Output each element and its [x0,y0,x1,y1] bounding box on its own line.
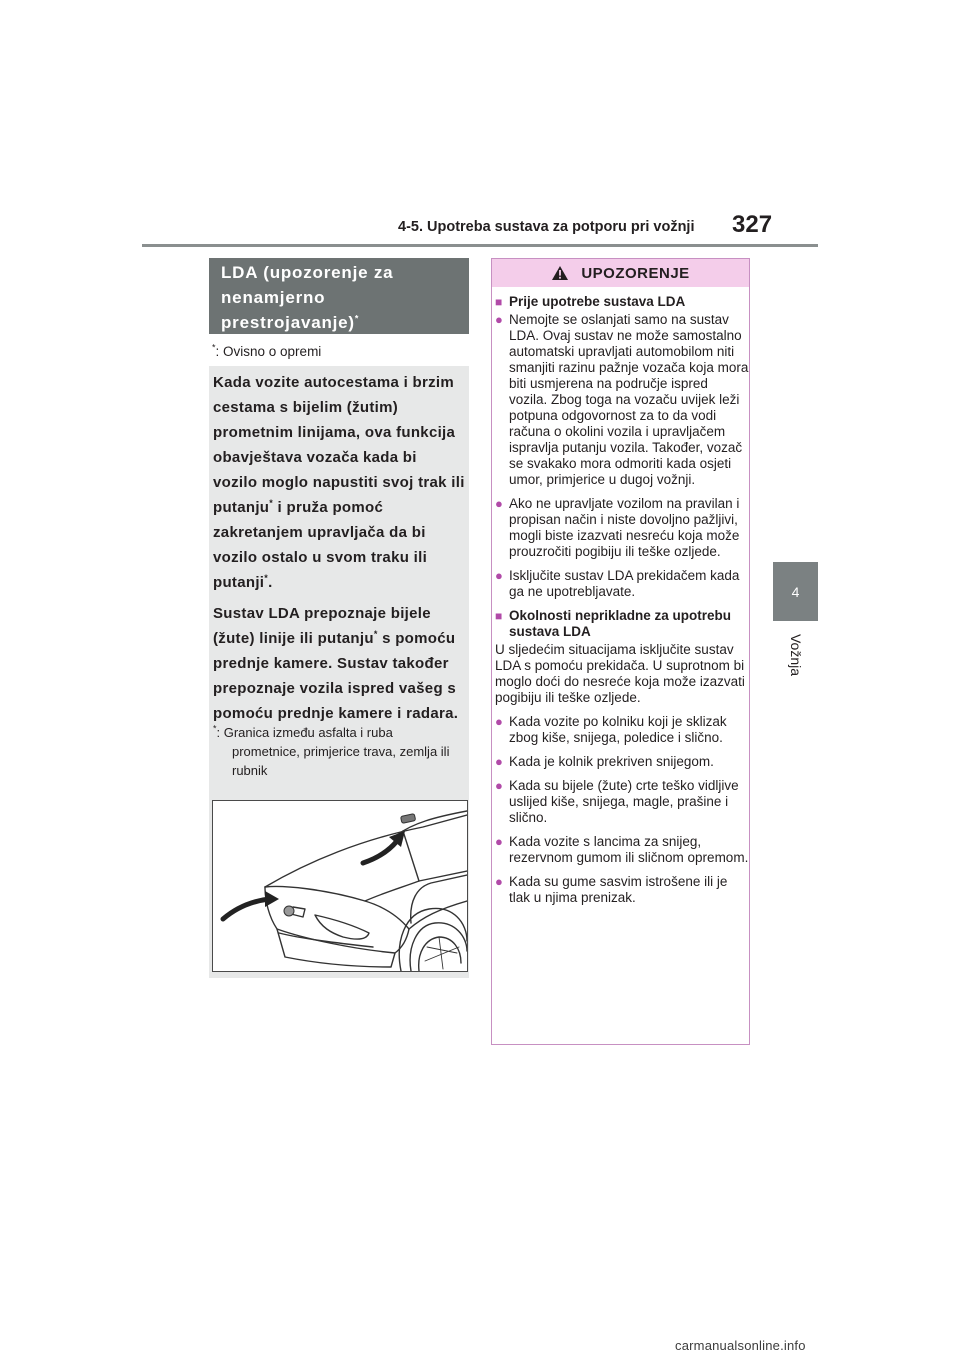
round-bullet-icon: ● [495,568,503,583]
intro-2b: s pomoću prednje kamere. Sustav također prepoznaje vozila ispred vašeg s pomoću prednje kamere i radara. [213,630,459,722]
title-asterisk: * [354,313,360,324]
description-panel [209,366,469,978]
intro-text [213,370,465,726]
round-bullet-icon: ● [495,496,503,511]
footnote-rest: prometnice, primjerice trava, zemlja ili rubnik [232,744,450,778]
warning-bullet-text: Isključite sustav LDA prekidačem kada ga ne upotrebljavate. [509,568,740,599]
square-bullet-icon: ■ [495,609,503,623]
warning-subheading-1 [495,294,749,310]
header-divider [142,244,818,247]
intro-2a: Sustav LDA prepoznaje bijele (žute) linije ili putanju [213,605,431,647]
warning-triangle-icon [551,265,569,281]
round-bullet-icon: ● [495,874,503,889]
warning-subheading-2 [495,608,749,640]
round-bullet-icon: ● [495,714,503,729]
chapter-number: 4 [791,583,800,600]
intro-1c: . [268,574,273,591]
warning-bullet-text: Ako ne upravljate vozilom na pravilan i propisan način i niste dovoljno pažljivi, mogli biste izazvati nesreću koja može prouzročiti pogibiju ili teške ozljede. [509,496,740,559]
warning-bullet [495,754,749,770]
availability-asterisk: * [212,342,216,353]
warning-bullet [495,714,749,746]
warning-bullet-text: Kada su bijele (žute) crte teško vidljive uslijed kiše, snijega, magle, prašine i slično. [509,778,739,825]
car-front-camera-radar-illustration [213,801,467,971]
availability-note [212,344,321,359]
round-bullet-icon: ● [495,754,503,769]
warning-bullet [495,312,749,488]
warning-bullet-text: Kada vozite po kolniku koji je sklizak zbog kiše, snijega, poledice i slično. [509,714,727,745]
intro-paragraph-2 [213,601,465,726]
intro-1-asterisk-b: * [264,573,269,583]
round-bullet-icon: ● [495,312,503,327]
intro-1-asterisk-a: * [269,498,274,508]
page-number: 327 [732,211,773,238]
round-bullet-icon: ● [495,834,503,849]
footnote-head: : Granica između asfalta i ruba [216,725,393,740]
chapter-label [782,632,810,678]
car-illustration [212,800,468,972]
warning-bullet [495,568,749,600]
intro-1a: Kada vozite autocestama i brzim cestama s bijelim (žutim) prometnim linijama, ova funkcija obavještava vozača kada bi vozilo moglo napustiti svoj trak ili putanju [213,374,465,516]
warning-subheading-1-text: Prije upotrebe sustava LDA [509,294,686,309]
square-bullet-icon: ■ [495,295,503,309]
warning-bullet [495,834,749,866]
chapter-label-text: Vožnja [788,633,804,677]
warning-bullet [495,874,749,906]
intro-paragraph-1 [213,370,465,595]
section-title: LDA (upozorenje za nenamjerno prestrojavanje) [221,263,394,332]
site-watermark: carmanualsonline.info [675,1338,806,1353]
warning-title: UPOZORENJE [581,264,690,282]
warning-bullet-text: Kada su gume sasvim istrošene ili je tlak u njima prenizak. [509,874,728,905]
warning-subheading-2-text: Okolnosti neprikladne za upotrebu sustava LDA [509,608,732,639]
warning-bullet-text: Kada vozite s lancima za snijeg, rezervnom gumom ili sličnom opremom. [509,834,749,865]
warning-box [491,258,750,1045]
section-title-box [209,258,469,334]
warning-bullet [495,778,749,826]
footnote-asterisk: * [213,723,217,734]
round-bullet-icon: ● [495,778,503,793]
section-heading: 4-5. Upotreba sustava za potporu pri vožnji [398,219,695,235]
warning-paragraph: U sljedećim situacijama isključite sustav LDA s pomoću prekidača. U suprotnom bi moglo doći do nesreće koja može izazvati pogibiju ili teške ozljede. [495,642,745,705]
warning-bullet-text: Nemojte se oslanjati samo na sustav LDA. Ovaj sustav ne može samostalno automatski upravljati automobilom niti smanjiti razinu pažnje vozača koja mora biti usmjerena na područje ispred vozila. Zbog toga na vozaču uvijek leži potpuna odgovornost za to da vodi računa o okolini vozila i upravljačem ispravlja putanju vozila. Također, vozač se svakako mora odmoriti kada osjeti umor, primjerice u dugoj vožnji. [509,312,749,487]
chapter-number-tab [773,562,818,621]
warning-bullet-text: Kada je kolnik prekriven snijegom. [509,754,714,769]
warning-header [492,259,749,287]
footnote [213,723,465,780]
availability-text: : Ovisno o opremi [215,344,322,359]
warning-body [492,287,749,906]
intro-1b: i pruža pomoć zakretanjem upravljača da bi vozilo ostalo u svom traku ili putanji [213,499,428,591]
warning-bullet [495,496,749,560]
intro-2-asterisk: * [373,629,378,639]
